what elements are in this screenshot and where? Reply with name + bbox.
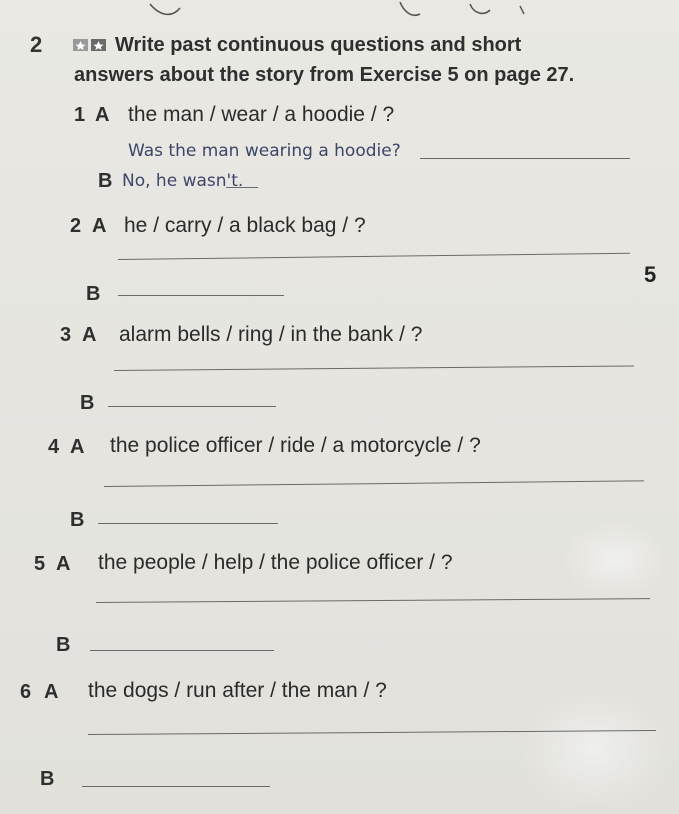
item-3-answer-a-line[interactable]	[114, 365, 634, 371]
item-4-label-b: B	[70, 509, 85, 531]
item-5-label-b: B	[56, 634, 71, 656]
item-6-prompt: the dogs / run after / the man / ?	[88, 679, 387, 702]
paper-smudge	[520, 690, 670, 810]
item-2-label-a: A	[92, 215, 107, 237]
margin-mark: 5	[644, 262, 657, 287]
item-2-answer-b-line[interactable]	[118, 295, 284, 296]
item-2-label-b: B	[86, 283, 101, 305]
item-1-prompt: the man / wear / a hoodie / ?	[128, 103, 395, 126]
item-3-label-a: A	[82, 324, 97, 346]
item-4-answer-a-line[interactable]	[104, 480, 644, 487]
paper-smudge	[560, 520, 670, 600]
item-6-label-a: A	[44, 681, 59, 703]
item-3-number: 3	[60, 324, 72, 346]
instruction-line-2: answers about the story from Exercise 5 on page 27.	[74, 64, 575, 86]
star-rating-icon	[73, 38, 107, 52]
item-3-prompt: alarm bells / ring / in the bank / ?	[119, 323, 423, 346]
exercise-number: 2	[30, 32, 43, 57]
item-3-answer-b-line[interactable]	[108, 406, 276, 407]
item-5-number: 5	[34, 553, 46, 575]
item-5-answer-a-line[interactable]	[96, 598, 650, 603]
item-1-answer-b: No, he wasn't.	[122, 171, 244, 191]
item-2-answer-a-line[interactable]	[118, 253, 630, 260]
item-3-label-b: B	[80, 392, 95, 414]
item-2-number: 2	[70, 215, 82, 237]
item-5-label-a: A	[56, 553, 71, 575]
item-4-number: 4	[48, 436, 60, 458]
item-4-prompt: the police officer / ride / a motorcycle / ?	[110, 434, 481, 457]
item-4-answer-b-line[interactable]	[98, 523, 278, 524]
item-4-label-a: A	[70, 436, 85, 458]
item-6-label-b: B	[40, 768, 55, 790]
item-6-number: 6	[20, 681, 32, 703]
item-1-answer-b-line[interactable]	[226, 187, 258, 188]
item-6-answer-b-line[interactable]	[82, 786, 270, 787]
top-scribble	[0, 0, 679, 30]
item-1-answer-a: Was the man wearing a hoodie?	[128, 141, 401, 161]
item-1-label-a: A	[95, 104, 110, 126]
item-1-label-b: B	[98, 170, 113, 192]
item-1-number: 1	[74, 104, 86, 126]
item-1-answer-a-line[interactable]	[420, 158, 630, 159]
instruction-line-1: Write past continuous questions and short	[115, 34, 522, 56]
item-5-prompt: the people / help / the police officer / ?	[98, 551, 453, 574]
item-2-prompt: he / carry / a black bag / ?	[124, 214, 366, 237]
item-5-answer-b-line[interactable]	[90, 650, 274, 651]
